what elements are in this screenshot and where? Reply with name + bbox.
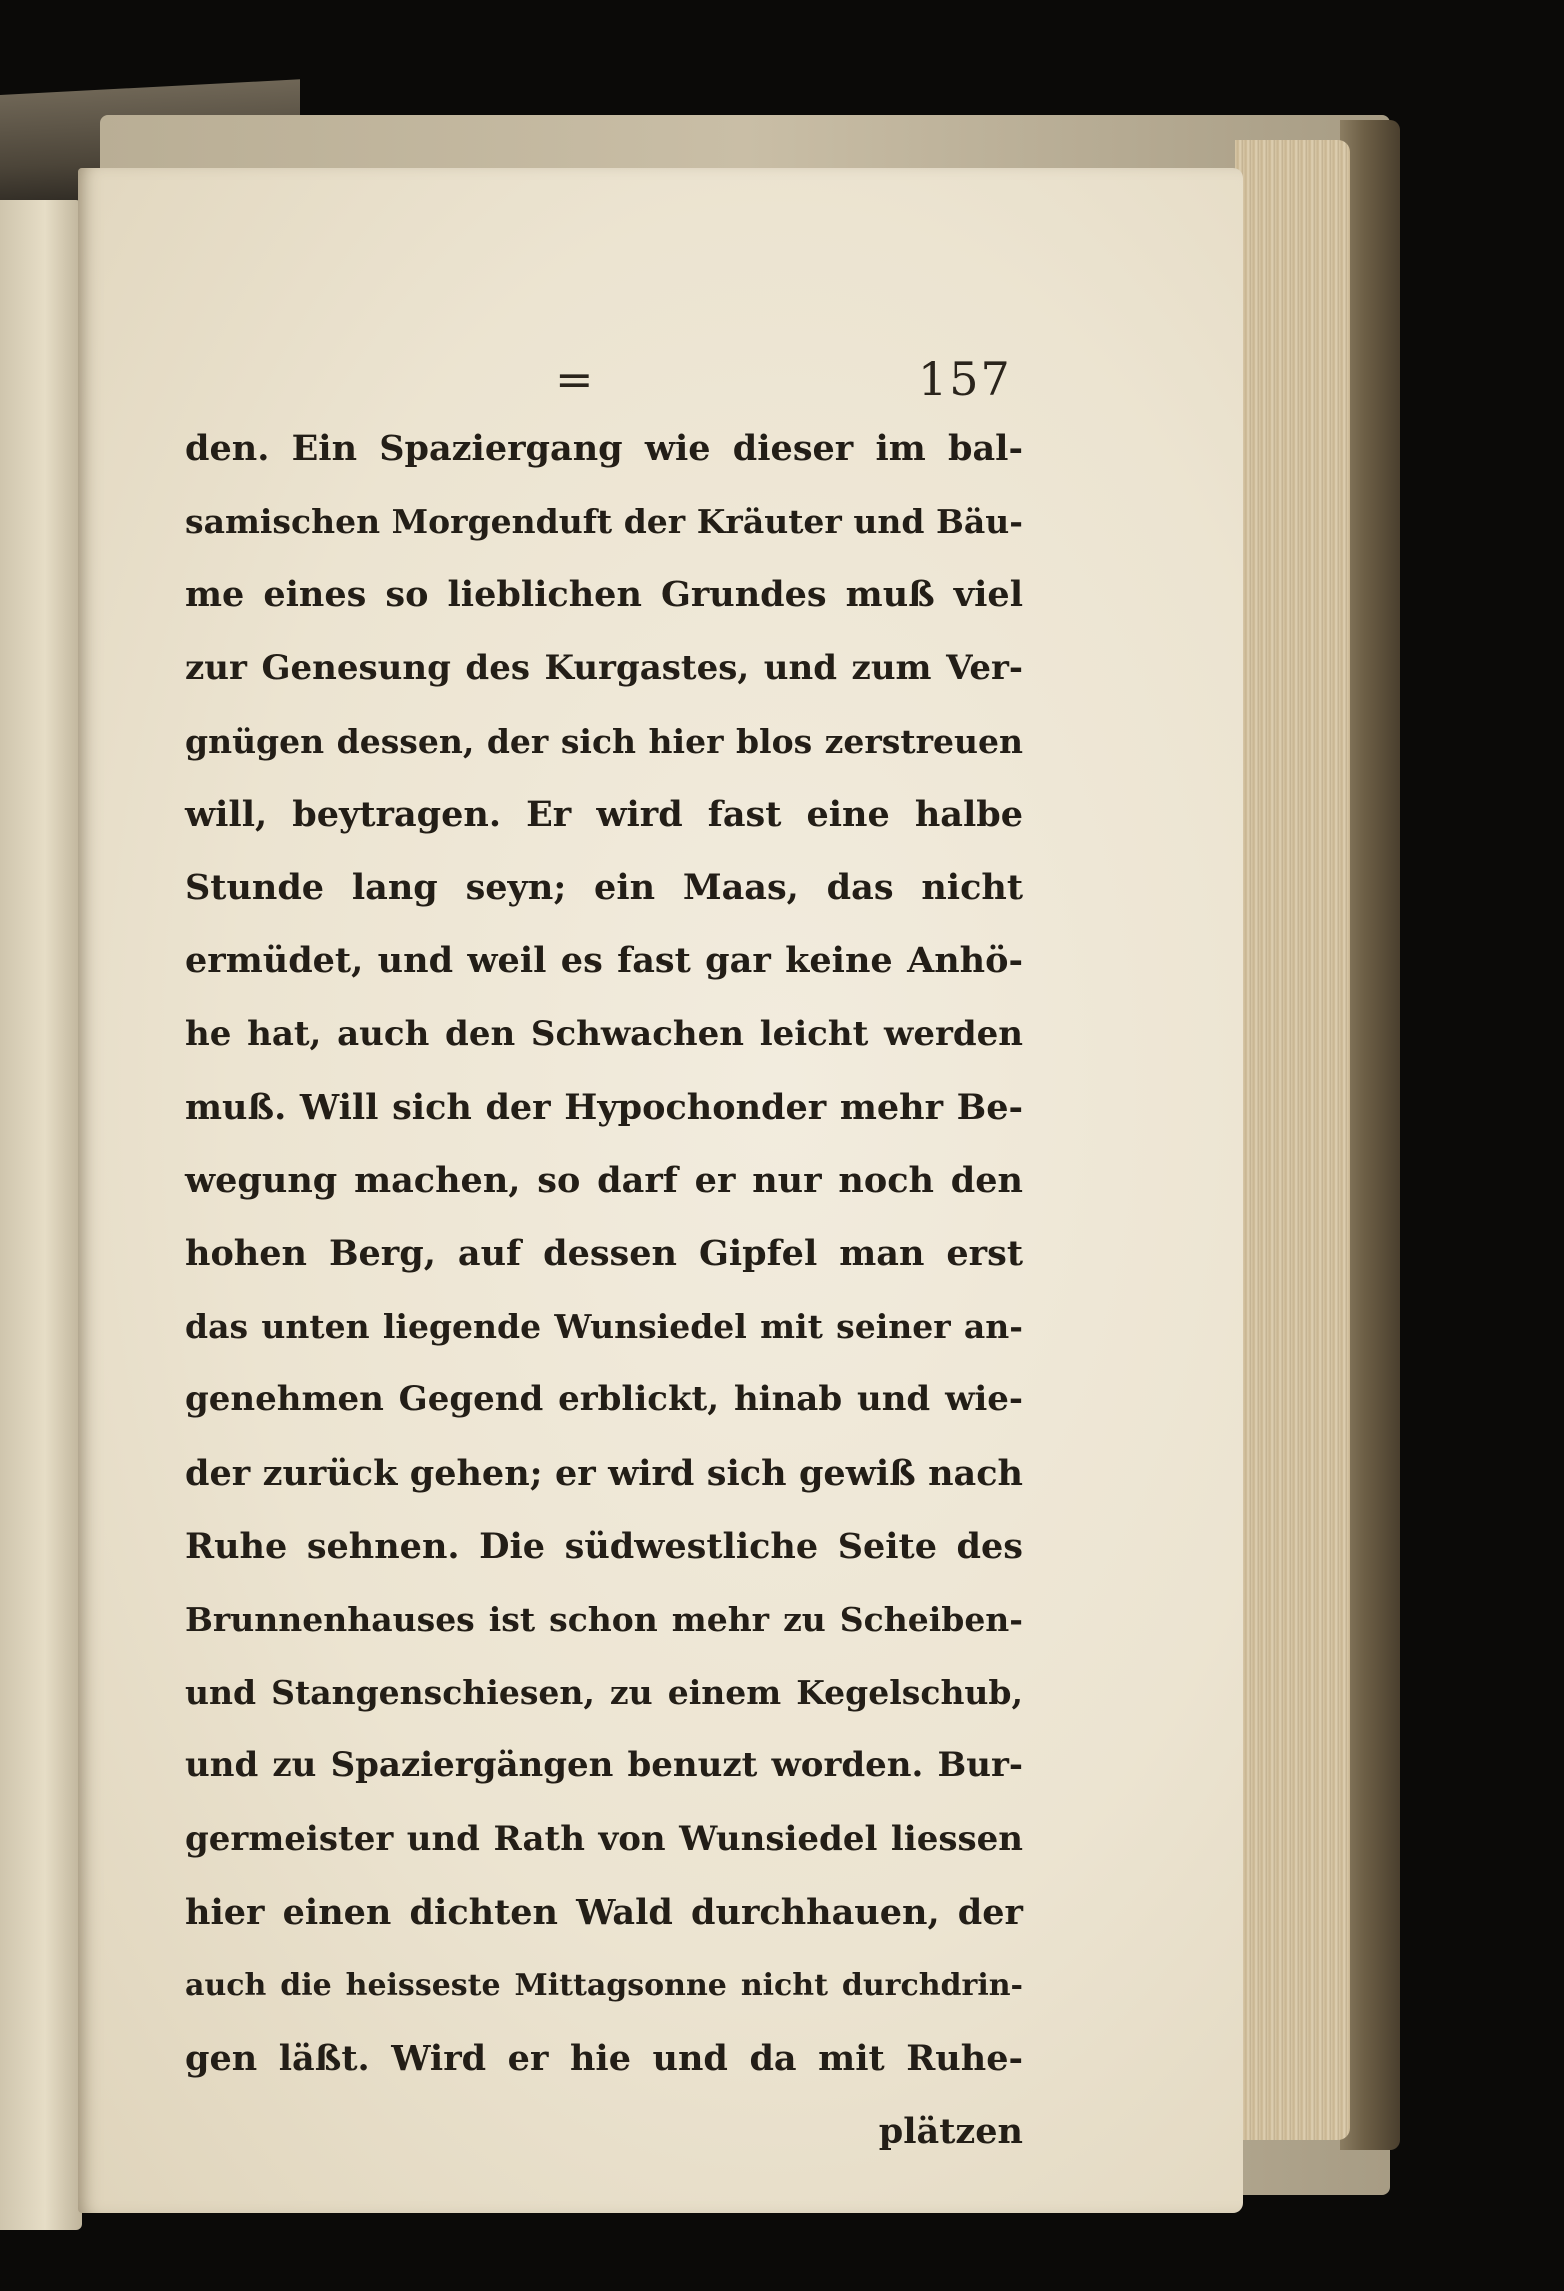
text-line: will, beytragen. Er wird fast eine halbe <box>185 793 1023 835</box>
text-line: genehmen Gegend erblickt, hinab und wie- <box>185 1379 1023 1420</box>
previous-page-edge <box>0 200 82 2230</box>
text-line: hier einen dichten Wald durchhauen, der <box>185 1891 1023 1933</box>
text-line: Stunde lang seyn; ein Maas, das nicht <box>185 867 1023 909</box>
body-text <box>185 412 1023 2169</box>
text-line: muß. Will sich der Hypochonder mehr Be- <box>185 1086 1023 1128</box>
text-line: gnügen dessen, der sich hier blos zerstreuen <box>185 721 1023 761</box>
catchword: plätzen <box>878 2111 1023 2153</box>
text-line: zur Genesung des Kurgastes, und zum Ver- <box>185 647 1023 688</box>
text-line: der zurück gehen; er wird sich gewiß nach <box>185 1452 1023 1494</box>
text-line: me eines so lieblichen Grundes muß viel <box>185 574 1023 616</box>
header-rule: = <box>555 352 594 406</box>
text-line: samischen Morgenduft der Kräuter und Bäu- <box>185 502 1023 542</box>
page-number: 157 <box>918 352 1012 406</box>
text-line: das unten liegende Wunsiedel mit seiner an- <box>185 1307 1023 1347</box>
text-line: auch die heisseste Mittagsonne nicht durchdrin- <box>185 1967 1023 2003</box>
page-fore-edge <box>1235 140 1350 2140</box>
text-line: wegung machen, so darf er nur noch den <box>185 1159 1023 1201</box>
text-line: Ruhe sehnen. Die südwestliche Seite des <box>185 1525 1023 1567</box>
text-line: den. Ein Spaziergang wie dieser im bal- <box>185 428 1023 469</box>
text-line: hohen Berg, auf dessen Gipfel man erst <box>185 1233 1023 1275</box>
text-line: gen läßt. Wird er hie und da mit Ruhe- <box>185 2038 1023 2080</box>
text-line: germeister und Rath von Wunsiedel liessen <box>185 1818 1023 1859</box>
text-line: Brunnenhauses ist schon mehr zu Scheiben- <box>185 1600 1023 1639</box>
text-line: he hat, auch den Schwachen leicht werden <box>185 1013 1023 1054</box>
text-line: ermüdet, und weil es fast gar keine Anhö- <box>185 940 1023 982</box>
text-line: und zu Spaziergängen benuzt worden. Bur- <box>185 1745 1023 1786</box>
text-line: und Stangenschiesen, zu einem Kegelschub, <box>185 1673 1023 1713</box>
